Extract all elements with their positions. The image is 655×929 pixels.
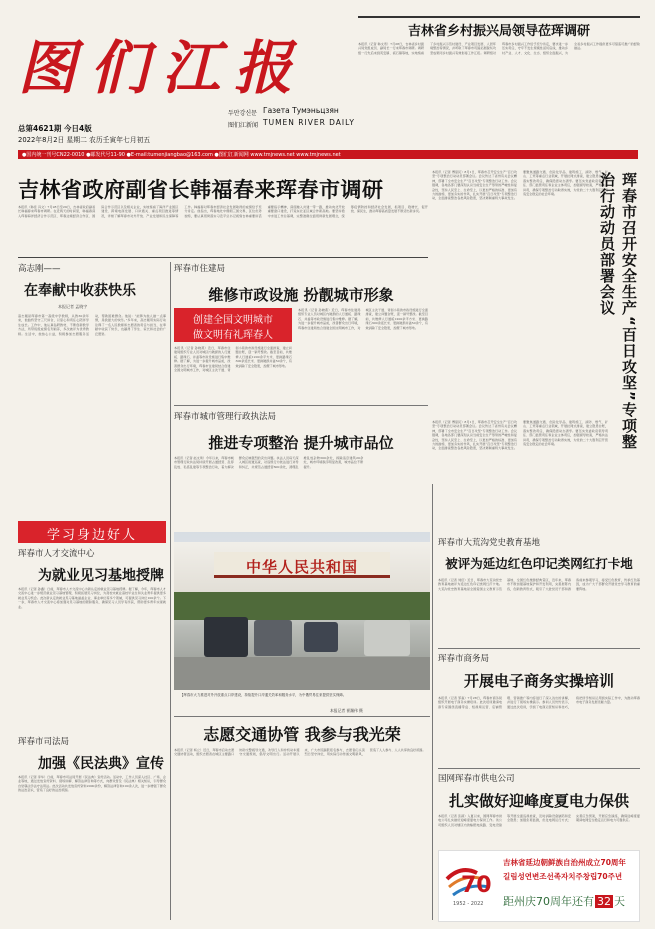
photo-gate-sign xyxy=(214,552,390,578)
date-line: 2022年8月2日 星期二 农历壬寅年七月初五 xyxy=(18,136,151,144)
newspaper-logo: 图们江报 xyxy=(18,34,307,102)
left-story-2 xyxy=(18,547,166,732)
bottom-mid-body: 本报讯（记者 杨立）近日，珲春市启动志愿交通协管活动，组织志愿者在城区主要路口协助交警疏导交通，劝导行人和非机动车遵守交通规则，倡导文明出行。活动开展以来，广大市民踊跃报名参与，志愿者们头顶烈日坚守岗位，用实际行动传递文明新风，营造了人人参与、人人共享的良好氛围。 xyxy=(174,748,426,757)
anniversary-title: 吉林省延边朝鲜族自治州成立70周年 xyxy=(503,858,626,867)
divider-bottom-mid xyxy=(174,716,430,717)
bottom-mid-headline: 志愿交通协管 我参与我光荣 xyxy=(203,725,401,744)
left-story-2-headline: 为就业见习基地授牌 xyxy=(38,568,164,584)
left-story-2-body: 本报讯（记者 孙鑫）日前，珲春市人才交流中心为新认定的就业见习基地授牌。据了解，今年，珲春市人才交流中心进一步规范就业见习基地管理，积极拓展见习岗位，为离校未就业高校毕业生和失业青年提供更多就业见习机会。此次新认定的就业见习基地涵盖企业、事业单位等多个领域，可提供见习岗位100余个。下一步，珲春市人才交流中心将加强对见习基地的跟踪服务，确保见习人员学有所获，帮助更多青年实现就业。 xyxy=(18,587,166,609)
countdown-suffix: 天 xyxy=(614,895,625,908)
right-vertical-body-2: 本报讯（记者 傅爱民）8月1日，珲春市召开安全生产“百日攻坚”专项整治行动动员部署会议。会议传达了省州有关会议精神，部署了全市安全生产“百日攻坚”专项整治行动工作。会议强调，各地各部门要深刻认识当前安全生产形势的严峻性和复杂性，坚持人民至上、生命至上，以更加严格的标准、更加有力的措施、更加务实的作风，扎实开展“百日攻坚”专项整治行动，全面排查整治各类风险隐患，坚决遏制重特大事故发生。要聚焦道路交通、危险化学品、建筑施工、消防、燃气、矿山、工贸等重点行业领域，开展拉网式排查，建立隐患台账，落实整改责任，确保隐患动态清零。要压实党委政府领导责任、部门监管责任和企业主体责任，加强督导检查，严格执法问责，确保专项整治行动取得实效，为党的二十大胜利召开营造安全稳定的社会环境。 xyxy=(432,420,608,451)
right-story-3-kicker: 国网珲春市供电公司 xyxy=(438,774,515,784)
civilization-box-line-1: 创建全国文明城市 xyxy=(193,315,273,326)
publisher: 图们江新闻 xyxy=(228,122,259,129)
left-story-1-headline: 在奉献中收获快乐 xyxy=(24,283,136,299)
civilization-box-line-2: 做文明有礼珲春人 xyxy=(193,330,273,341)
divider-mid-1 xyxy=(174,405,428,406)
right-story-1-kicker: 珲春市大荒沟党史教育基地 xyxy=(438,538,541,548)
anniversary-title-korean: 길림성연변조선족자치주창립70주년 xyxy=(503,872,623,881)
photo-trees xyxy=(174,592,430,620)
right-vertical-body: 本报讯（记者 傅爱民）8月1日，珲春市召开安全生产“百日攻坚”专项整治行动动员部署会议。会议传达了省州有关会议精神，部署了全市安全生产“百日攻坚”专项整治行动工作。会议强调，各地各部门要深刻认识当前安全生产形势的严峻性和复杂性，坚持人民至上、生命至上，以更加严格的标准、更加有力的措施、更加务实的作风，扎实开展“百日攻坚”专项整治行动，全面排查整治各类风险隐患，坚决遏制重特大事故发生。要聚焦道路交通、危险化学品、建筑施工、消防、燃气、矿山、工贸等重点行业领域，开展拉网式排查，建立隐患台账，落实整改责任，确保隐患动态清零。要压实党委政府领导责任、部门监管责任和企业主体责任，加强督导检查，严格执法问责，确保专项整治行动取得实效，为党的二十大胜利召开营造安全稳定的社会环境。 xyxy=(432,170,608,201)
divider-left-col xyxy=(170,262,171,920)
photo-road xyxy=(174,657,430,690)
lead-headline: 吉林省政府副省长韩福春来珲春市调研 xyxy=(18,178,384,202)
issue-line: 总第4621期 今日4版 xyxy=(18,124,92,133)
anniversary-countdown xyxy=(503,893,639,909)
sponsor-korean: 두만강신문 xyxy=(228,110,257,117)
right-story-2-headline: 开展电子商务实操培训 xyxy=(463,672,614,690)
left-story-3-body: 本报讯（记者 李华）日前，珲春市司法局开展《民法典》宣传活动。活动中，工作人员深入社区、广场、企业等地，通过发放宣传资料、现场讲解、解答法律咨询等方式，向群众普及《民法典》相关知识，引导群众自觉尊法学法守法用法。此次活动共发放宣传资料2000余份，解答法律咨询100余人次，进一步增强了群众的法治意识，营造了良好的法治氛围。 xyxy=(18,775,166,793)
photo-truck-3 xyxy=(304,622,338,652)
right-story-3-headline: 扎实做好迎峰度夏电力保供 xyxy=(448,792,629,810)
photo-truck-1 xyxy=(204,617,248,657)
countdown-prefix: 距州庆70周年还有 xyxy=(503,895,594,908)
anniversary-logo xyxy=(443,859,501,911)
left-story-1-kicker: 高志刚—— xyxy=(18,264,61,274)
mid-story-2-body: 本报讯（记者 赵文琦）今年以来，珲春市城市管理行政执法局持续开展占道经营、乱停乱放、私搭乱建等专项整治行动，着力解决群众反映强烈的突出问题。执法人员每天深入城区街道巡查，对违规行为依法进行劝导和纠正，共规范占道经营600余处，清理乱堆乱放杂物300余处，拆除违章建筑20余处，城市环境秩序明显改善，城市品位不断提升。 xyxy=(174,456,364,469)
mid-story-2 xyxy=(174,410,428,530)
mid-story-2-headline: 推进专项整治 提升城市品位 xyxy=(208,434,394,452)
mid-story-1-headline: 维修市政设施 扮靓城市形象 xyxy=(208,286,394,304)
good-people-banner-text: 学习身边好人 xyxy=(46,528,137,543)
name-russian: Газета Тумэньцзян xyxy=(263,106,339,115)
right-story-3-body: 本报讯（记者 张颖）入夏以来，国网珲春市供电公司扎实做好迎峰度夏电力保供工作。该公司组织人员对辖区内的输配电线路、变电设备等开展全面巡视检查，及时消除设备缺陷和安全隐患；加强负荷监测，优化电网运行方式；完善应急预案，开展应急演练，确保迎峰度夏期间电网安全稳定运行和电力可靠供应。 xyxy=(438,814,640,827)
mid-story-1-body-2: 本报讯（记者 孙晓燕）近日，珲春市住建局组织专业人员对城区内破损的人行道板、路缘石、井盖等市政设施进行集中维修。据了解，为进一步提升城市品质，改善群众出行环境，珲春市住建局结合创建全国文明城市工作，对城区主次干道、背街小巷的市政设施进行全面排查，建立问题台账，逐一销号整改。截至目前，共维修人行道板1200余平方米、更换路缘石300余延长米、更换破损井盖50余个，有效消除了安全隐患，扮靓了城市形象。 xyxy=(174,346,292,373)
left-story-3-headline: 加强《民法典》宣传 xyxy=(38,756,164,772)
photo-caption: 【珲春市大力推进对外开放重点口岸建设，持续提升口岸通关效率和服务水平，为中俄贸易往来提供坚实保障。 xyxy=(180,693,347,697)
name-english: TUMEN RIVER DAILY xyxy=(263,118,355,127)
left-story-1-body: 高志刚是珲春市第一高级中学教师，从教30余年来，他始终坚守三尺讲台，以爱心和责任心陪伴学生成长。工作中，他认真钻研教材，不断创新教学方法，所带班级成绩名列前茅，多次被评为优秀教师。生活中，他热心公益，积极参加志愿服务活动，帮助困难群众。他说：“能够为他人做一点事情，是我最大的快乐。”多年来，高志刚用实际行动诠释了一名人民教师和志愿者的责任与担当，在奉献中收获了快乐，也赢得了学生、家长和社会的广泛赞誉。 xyxy=(18,314,166,336)
countdown-days: 32 xyxy=(597,895,611,908)
right-story-1-body: 本报讯（记者 刘佳）近日，珲春市大荒沟党史教育基地被评为延边红色印记类网红打卡地。大荒沟党史教育基地是全国爱国主义教育示范基地、全国红色旅游经典景区，近年来，珲春市不断加强基地保护和开发利用，完善展陈内容，创新教育形式，吸引了大批党员干部和游客前来参观学习，接受红色教育，传承红色基因，成为广大干部群众开展党史学习教育的重要阵地。 xyxy=(438,578,640,591)
right-story-2-kicker: 珲春市商务局 xyxy=(438,654,490,664)
mid-story-2-kicker: 珲春市城市管理行政执法局 xyxy=(174,412,277,422)
photo-truck-4 xyxy=(364,620,410,656)
divider-right-col xyxy=(432,484,433,920)
photo-truck-2 xyxy=(254,620,292,656)
port-photo xyxy=(174,532,430,690)
photo-credit: 本报记者 崔瀚伟 摄 xyxy=(330,708,363,713)
right-story-2 xyxy=(438,652,640,767)
left-story-3-kicker: 珲春市司法局 xyxy=(18,737,70,747)
right-story-3 xyxy=(438,772,640,848)
anniversary-box xyxy=(438,850,640,922)
right-story-2-body: 本报讯（记者 邹淼）7月28日，珲春市商务局组织开展电子商务实操培训。此次培训邀请电商专家围绕直播带货、短视频运营、店铺管理、营销推广等内容进行了深入浅出的讲解，并进行了现场实操演示。参训人员纷纷表示，通过此次培训，学到了电商运营知识和技巧，将把所学知识运用到实际工作中，为推动珲春市电子商务发展贡献力量。 xyxy=(438,696,640,709)
rule-top xyxy=(358,16,640,18)
top-banner-body: 本报讯（记者 韩文奇）7月28日，吉林省乡村振兴局党组成员、副局长一行来珲春市调研。调研组一行先后来到英安镇、板石镇等地，实地察看了乡村振兴示范村建设、产业项目发展、人居环境整治等情况，并听取了珲春市巩固拓展脱贫攻坚成果同乡村振兴有效衔接工作汇报。调研组对珲春市乡村振兴工作给予充分肯定，要求进一步压实责任，守牢不发生规模性返贫底线，推动乡村产业、人才、文化、生态、组织全面振兴，为全省乡村振兴工作提供更多可借鉴可推广的经验做法。 xyxy=(358,42,640,55)
divider-right-2 xyxy=(438,768,640,769)
civilization-box xyxy=(174,308,292,342)
left-story-1-byline: 本报记者 孟晓宇 xyxy=(58,304,88,309)
photo-gate-sign-text: 中华人民共和国 xyxy=(245,558,358,576)
top-banner-story xyxy=(358,16,640,124)
left-story-3 xyxy=(18,735,166,920)
anniversary-years: 1952 - 2022 xyxy=(453,901,484,907)
right-story-1-headline: 被评为延边红色印记类网红打卡地 xyxy=(445,556,633,571)
mid-story-1 xyxy=(174,262,428,402)
good-people-banner xyxy=(18,521,166,543)
right-vertical-headline: 珲春市召开安全生产“百日攻坚”专项整治行动动员部署会议 xyxy=(598,172,638,450)
anniversary-logo-number: 70 xyxy=(461,873,492,898)
divider-lead xyxy=(18,257,428,258)
mid-story-1-kicker: 珲春市住建局 xyxy=(174,264,226,274)
left-story-2-kicker: 珲春市人才交流中心 xyxy=(18,549,95,559)
right-story-1 xyxy=(438,536,640,646)
top-banner-headline: 吉林省乡村振兴局领导莅珲调研 xyxy=(407,24,590,39)
info-bar-text: ●国内统一刊号CN22-0010 ●邮发代号11-90 ●E-mail:tumenjiangbao@163.com ●图们江新闻网 www.tmjnews.net www.tmjnews.net xyxy=(22,152,341,158)
divider-right-1 xyxy=(438,648,640,649)
mid-story-1-body: 本报讯（记者 孙晓燕）近日，珲春市住建局组织专业人员对城区内破损的人行道板、路缘石、井盖等市政设施进行集中维修。据了解，为进一步提升城市品质，改善群众出行环境，珲春市住建局结合创建全国文明城市工作，对城区主次干道、背街小巷的市政设施进行全面排查，建立问题台账，逐一销号整改。截至目前，共维修人行道板1200余平方米、更换路缘石300余延长米、更换破损井盖50余个，有效消除了安全隐患，扮靓了城市形象。 xyxy=(298,308,428,330)
lead-body: 本报讯（韩佳 冯文）7月28日至29日，吉林省政府副省长韩福春来珲春市调研。在近两天的时间里，韩福春深入珲春海洋经济合作示范区、珲春边境经济合作区、国际合作示范区以及相关企业，实地察看了海洋产业园区建设、跨境电商发展、口岸通关、重点项目推进等情况，详细了解珲春市对外开放、产业发展和民生保障等工作。韩福春对珲春市经济社会发展取得的成绩给予充分肯定。他指出，珲春地处中俄朝三国交界，区位优势独特，要认真贯彻落实习近平总书记视察吉林重要讲话重要指示精神，深度融入共建一带一路，推动向北开放重要窗口建设，打造东北亚区域合作新高地。要坚持稳中求进工作总基调，完整准确全面贯彻新发展理念，统筹疫情防控和经济社会发展，抓项目、稳增长、促开放、保民生，推动珲春高质量发展不断迈出新步伐。 xyxy=(18,205,428,218)
left-story-1 xyxy=(18,262,166,517)
